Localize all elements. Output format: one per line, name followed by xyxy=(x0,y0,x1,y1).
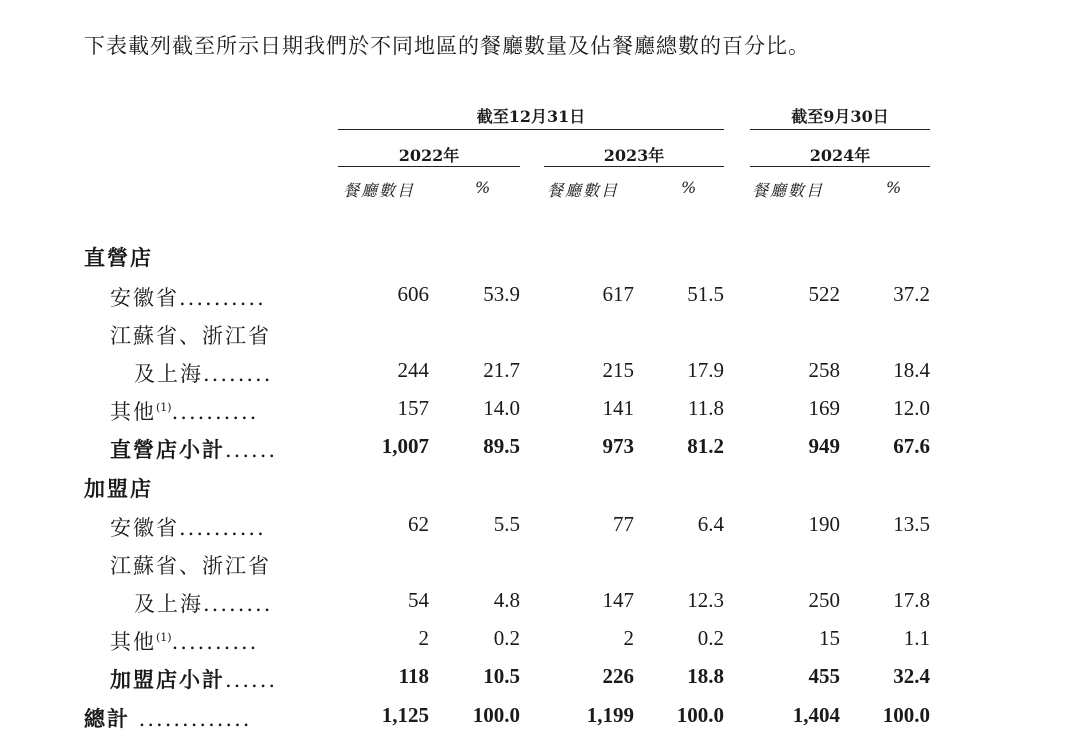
table-cell: 14.0 xyxy=(483,396,520,420)
table-cell: 4.8 xyxy=(493,588,520,612)
table-cell: 17.8 xyxy=(893,588,930,612)
header-rule xyxy=(750,129,930,130)
table-cell: 1,404 xyxy=(792,703,840,727)
year-header-2022: 2022年 xyxy=(398,146,460,165)
table-cell: 11.8 xyxy=(688,396,724,420)
row-label-text: 安徽省 xyxy=(110,516,179,540)
table-cell: 12.0 xyxy=(893,396,930,420)
table-cell: 51.5 xyxy=(687,282,724,306)
table-cell: 215 xyxy=(602,358,634,382)
table-cell: 54 xyxy=(408,588,429,612)
table-cell: 250 xyxy=(808,588,840,612)
row-label-text: 總計 xyxy=(84,706,130,731)
table-cell: 10.5 xyxy=(483,664,520,688)
table-cell: 37.2 xyxy=(893,282,930,306)
row-label-text: 安徽省 xyxy=(110,286,179,310)
table-cell: 973 xyxy=(602,434,634,458)
table-cell: 32.4 xyxy=(893,664,930,688)
row-label xyxy=(84,242,153,272)
row-label xyxy=(84,473,153,503)
col-count-label: 餐廳數目 xyxy=(343,181,416,200)
row-label xyxy=(110,626,258,656)
table-cell: 100.0 xyxy=(472,703,520,727)
col-count-label: 餐廳數目 xyxy=(547,181,620,200)
table-cell: 1,199 xyxy=(586,703,634,727)
row-label xyxy=(84,703,251,733)
table-cell: 100.0 xyxy=(882,703,930,727)
table-cell: 5.5 xyxy=(493,512,520,536)
col-pct-label: % xyxy=(475,178,491,197)
table-cell: 0.2 xyxy=(493,626,520,650)
table-cell: 21.7 xyxy=(483,358,520,382)
row-label xyxy=(110,396,258,426)
year-rule xyxy=(544,166,724,167)
footnote-marker: (1) xyxy=(156,631,172,644)
table-cell: 141 xyxy=(602,396,634,420)
row-label xyxy=(110,512,266,542)
table-cell: 6.4 xyxy=(697,512,724,536)
footnote-marker: (1) xyxy=(156,401,172,414)
table-cell: 18.8 xyxy=(687,664,724,688)
dot-leader: .......... xyxy=(179,286,266,310)
table-cell: 67.6 xyxy=(893,434,930,458)
header-group-sep30: 截至9月30日 xyxy=(791,107,889,126)
row-label xyxy=(110,320,271,350)
table-cell: 949 xyxy=(808,434,840,458)
dot-leader: ............. xyxy=(130,707,252,731)
year-header-2024: 2024年 xyxy=(809,146,871,165)
row-label-text: 及上海 xyxy=(134,592,203,616)
table-cell: 12.3 xyxy=(687,588,724,612)
table-cell: 89.5 xyxy=(483,434,520,458)
dot-leader: ...... xyxy=(225,438,278,462)
row-label-text: 江蘇省、浙江省 xyxy=(110,554,271,578)
row-label xyxy=(110,550,271,580)
dot-leader: ...... xyxy=(225,668,278,692)
table-cell: 522 xyxy=(808,282,840,306)
table-cell: 118 xyxy=(398,664,429,688)
intro-text: 下表載列截至所示日期我們於不同地區的餐廳數量及佔餐廳總數的百分比。 xyxy=(84,34,810,58)
row-label xyxy=(110,434,277,464)
dot-leader: .......... xyxy=(179,516,266,540)
row-label-text: 加盟店 xyxy=(84,476,153,501)
year-rule xyxy=(750,166,930,167)
table-cell: 17.9 xyxy=(687,358,724,382)
table-cell: 1,007 xyxy=(381,434,429,458)
col-count-label: 餐廳數目 xyxy=(752,181,825,200)
table-cell: 81.2 xyxy=(687,434,724,458)
row-label-text: 其他 xyxy=(110,630,156,654)
table-cell: 147 xyxy=(602,588,634,612)
table-cell: 2 xyxy=(623,626,634,650)
row-label xyxy=(110,664,277,694)
table-cell: 190 xyxy=(808,512,840,536)
row-label-text: 直營店小計 xyxy=(110,437,225,462)
table-cell: 606 xyxy=(397,282,429,306)
dot-leader: ........ xyxy=(203,362,273,386)
table-cell: 15 xyxy=(819,626,840,650)
year-rule xyxy=(338,166,520,167)
row-label-text: 加盟店小計 xyxy=(110,667,225,692)
table-cell: 18.4 xyxy=(893,358,930,382)
col-pct-label: % xyxy=(886,178,902,197)
table-cell: 100.0 xyxy=(676,703,724,727)
table-cell: 617 xyxy=(602,282,634,306)
table-cell: 53.9 xyxy=(483,282,520,306)
table-cell: 2 xyxy=(418,626,429,650)
row-label xyxy=(110,282,266,312)
table-cell: 226 xyxy=(602,664,634,688)
dot-leader: .......... xyxy=(171,630,259,654)
table-cell: 0.2 xyxy=(697,626,724,650)
table-cell: 258 xyxy=(808,358,840,382)
col-pct-label: % xyxy=(681,178,697,197)
table-cell: 169 xyxy=(808,396,840,420)
row-label xyxy=(134,588,272,618)
table-cell: 77 xyxy=(613,512,634,536)
table-cell: 13.5 xyxy=(893,512,930,536)
row-label-text: 及上海 xyxy=(134,362,203,386)
table-cell: 244 xyxy=(397,358,429,382)
row-label xyxy=(134,358,272,388)
table-cell: 157 xyxy=(397,396,429,420)
year-header-2023: 2023年 xyxy=(603,146,665,165)
dot-leader: .......... xyxy=(171,400,259,424)
table-cell: 455 xyxy=(808,664,840,688)
header-group-dec31: 截至12月31日 xyxy=(476,107,586,126)
table-cell: 1,125 xyxy=(381,703,429,727)
row-label-text: 直營店 xyxy=(84,245,153,270)
header-rule xyxy=(338,129,724,130)
dot-leader: ........ xyxy=(203,592,273,616)
row-label-text: 其他 xyxy=(110,400,156,424)
row-label-text: 江蘇省、浙江省 xyxy=(110,324,271,348)
table-cell: 62 xyxy=(408,512,429,536)
table-cell: 1.1 xyxy=(903,626,930,650)
